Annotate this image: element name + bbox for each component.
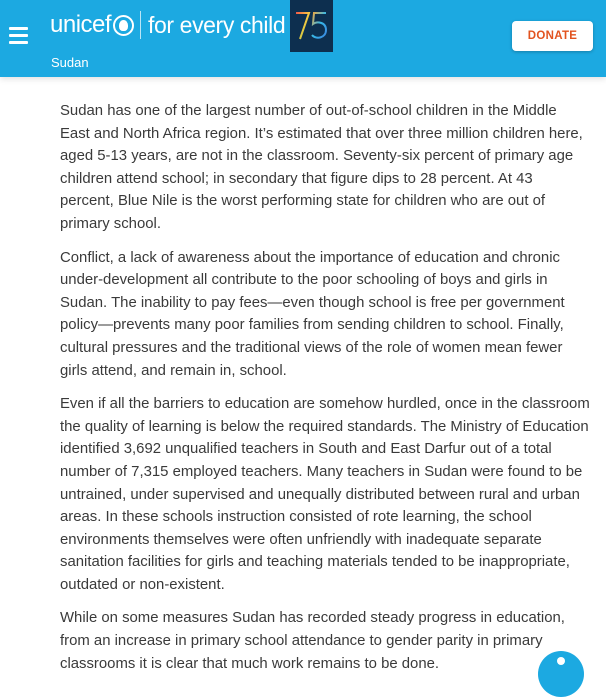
unicef-logo[interactable] xyxy=(50,10,285,40)
donate-button[interactable]: DONATE xyxy=(512,21,593,51)
anniversary-75-badge xyxy=(290,0,333,52)
article-paragraph: Conflict, a lack of awareness about the importance of education and chronic under-development all contribute to the poor schooling of boys and girls in Sudan. The inability to pay fees—even though school is free per government policy—prevents many poor families from sending children to school. Finally, cultural pressures and the traditional views of the role of women mean fewer girls attend, and remain in, school. xyxy=(60,249,565,379)
brand-name: unicef xyxy=(50,11,112,38)
country-label[interactable]: Sudan xyxy=(51,55,89,70)
logo-divider xyxy=(140,11,141,39)
article-paragraph: While on some measures Sudan has recorded steady progress in education, from an increase in primary school attendance to gender parity in primary classrooms it is clear that much work remains to be done. xyxy=(60,610,565,672)
unicef-emblem-icon xyxy=(113,15,134,36)
site-header xyxy=(0,0,606,77)
anniversary-75-icon xyxy=(295,11,329,41)
floating-help-button[interactable] xyxy=(538,651,584,697)
brand-tagline: for every child xyxy=(148,11,286,38)
article-paragraph: Sudan has one of the largest number of out-of-school children in the Middle East and North Africa region. It’s estimated that over three million children here, aged 5-13 years, are not in the classroom. Seventy-six percent of primary age children attend school; in secondary that figure dips to 28 percent. At 43 percent, Blue Nile is the worst performing state for children who are out of primary school. xyxy=(60,103,583,232)
article-body xyxy=(60,100,590,686)
hamburger-menu-icon[interactable] xyxy=(9,27,29,44)
article-paragraph: Even if all the barriers to education are somehow hurdled, once in the classroom the quality of learning is below the required standards. The Ministry of Education identified 3,692 unqualified teachers in South and East Darfur out of a total number of 7,315 employed teachers. Many teachers in Sudan were found to be untrained, under supervised and unequally distributed between rural and urban areas. In these schools instruction consisted of rote learning, the school environments themselves were often unfriendly with inadequate separate sanitation facilities for girls and teaching materials tended to be inappropriate, outdated or non-existent. xyxy=(60,396,590,593)
